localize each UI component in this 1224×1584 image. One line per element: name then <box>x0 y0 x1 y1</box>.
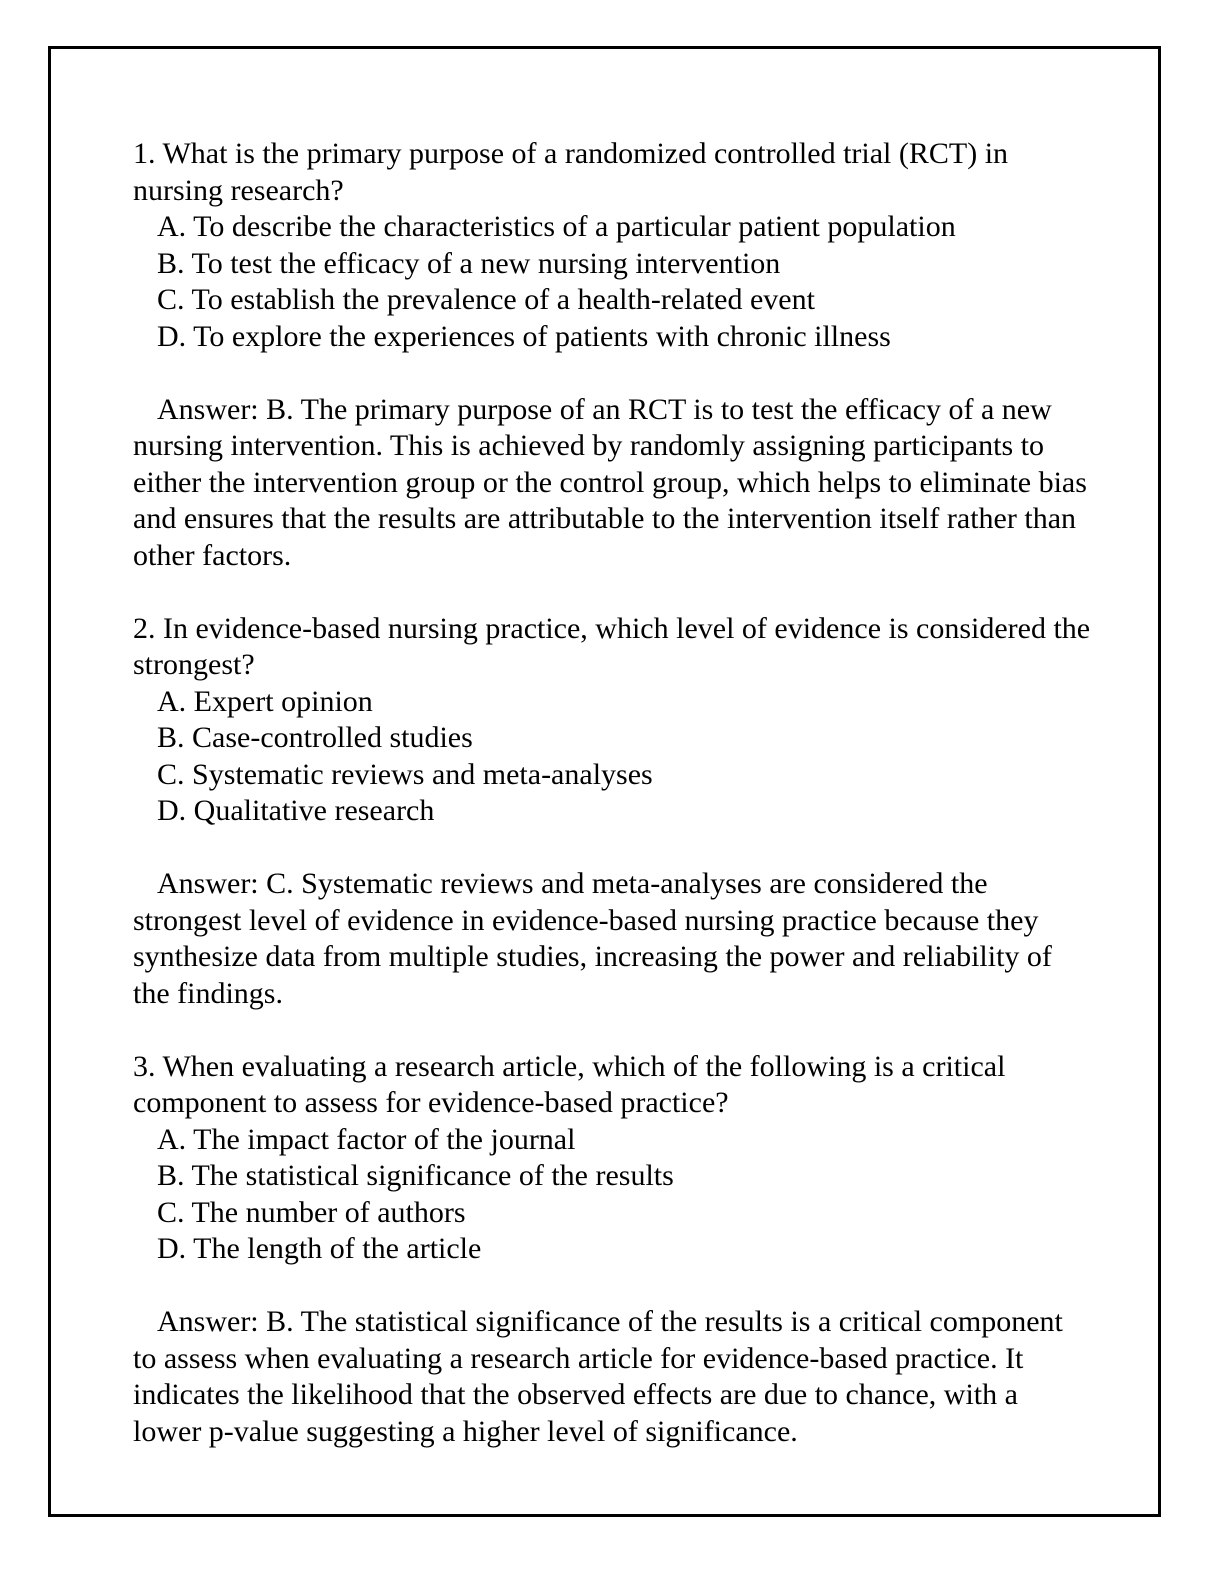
option-d: D. The length of the article <box>157 1232 482 1265</box>
option-b: B. To test the efficacy of a new nursing intervention <box>157 246 781 280</box>
answer-text: Answer: B. The primary purpose of an RCT is to test the efficacy of a new nursing intervention. This is achieved by randomly assigning participants to either the intervention group or the control group, which helps to eliminate bias and ensures that the results are attributable to the intervention itself rather than other factors. <box>133 392 1087 572</box>
option-a: A. To describe the characteristics of a particular patient population <box>157 210 956 243</box>
answer-text: Answer: C. Systematic reviews and meta-analyses are considered the strongest level of evidence in evidence-based nursing practice because they synthesize data from multiple studies, increasing the power and reliability of the findings. <box>133 867 1052 1010</box>
document-content <box>133 136 1093 1450</box>
option-c: C. To establish the prevalence of a health-related event <box>157 283 815 316</box>
question-text: 1. What is the primary purpose of a randomized controlled trial (RCT) in nursing research? <box>133 137 1009 207</box>
question-block-1 <box>133 136 1093 574</box>
option-b: B. The statistical significance of the results <box>157 1159 674 1192</box>
option-a: A. The impact factor of the journal <box>157 1122 576 1156</box>
option-list <box>133 209 1093 355</box>
option-c: C. Systematic reviews and meta-analyses <box>157 757 653 791</box>
question-block-2 <box>133 611 1093 1013</box>
question-text: 2. In evidence-based nursing practice, which level of evidence is considered the strongest? <box>133 611 1091 681</box>
answer-text: Answer: B. The statistical significance of the results is a critical component to assess when evaluating a research article for evidence-based practice. It indicates the likelihood that the observed effects are due to chance, with a lower p-value suggesting a higher level of significance. <box>133 1305 1063 1448</box>
option-d: D. To explore the experiences of patients with chronic illness <box>157 319 891 353</box>
option-list <box>133 684 1093 830</box>
option-b: B. Case-controlled studies <box>157 721 473 754</box>
question-block-3 <box>133 1049 1093 1451</box>
option-list <box>133 1122 1093 1268</box>
option-d: D. Qualitative research <box>157 794 435 827</box>
option-a: A. Expert opinion <box>157 684 373 718</box>
option-c: C. The number of authors <box>157 1195 466 1229</box>
question-text: 3. When evaluating a research article, which of the following is a critical component to assess for evidence-based practice? <box>133 1049 1006 1119</box>
